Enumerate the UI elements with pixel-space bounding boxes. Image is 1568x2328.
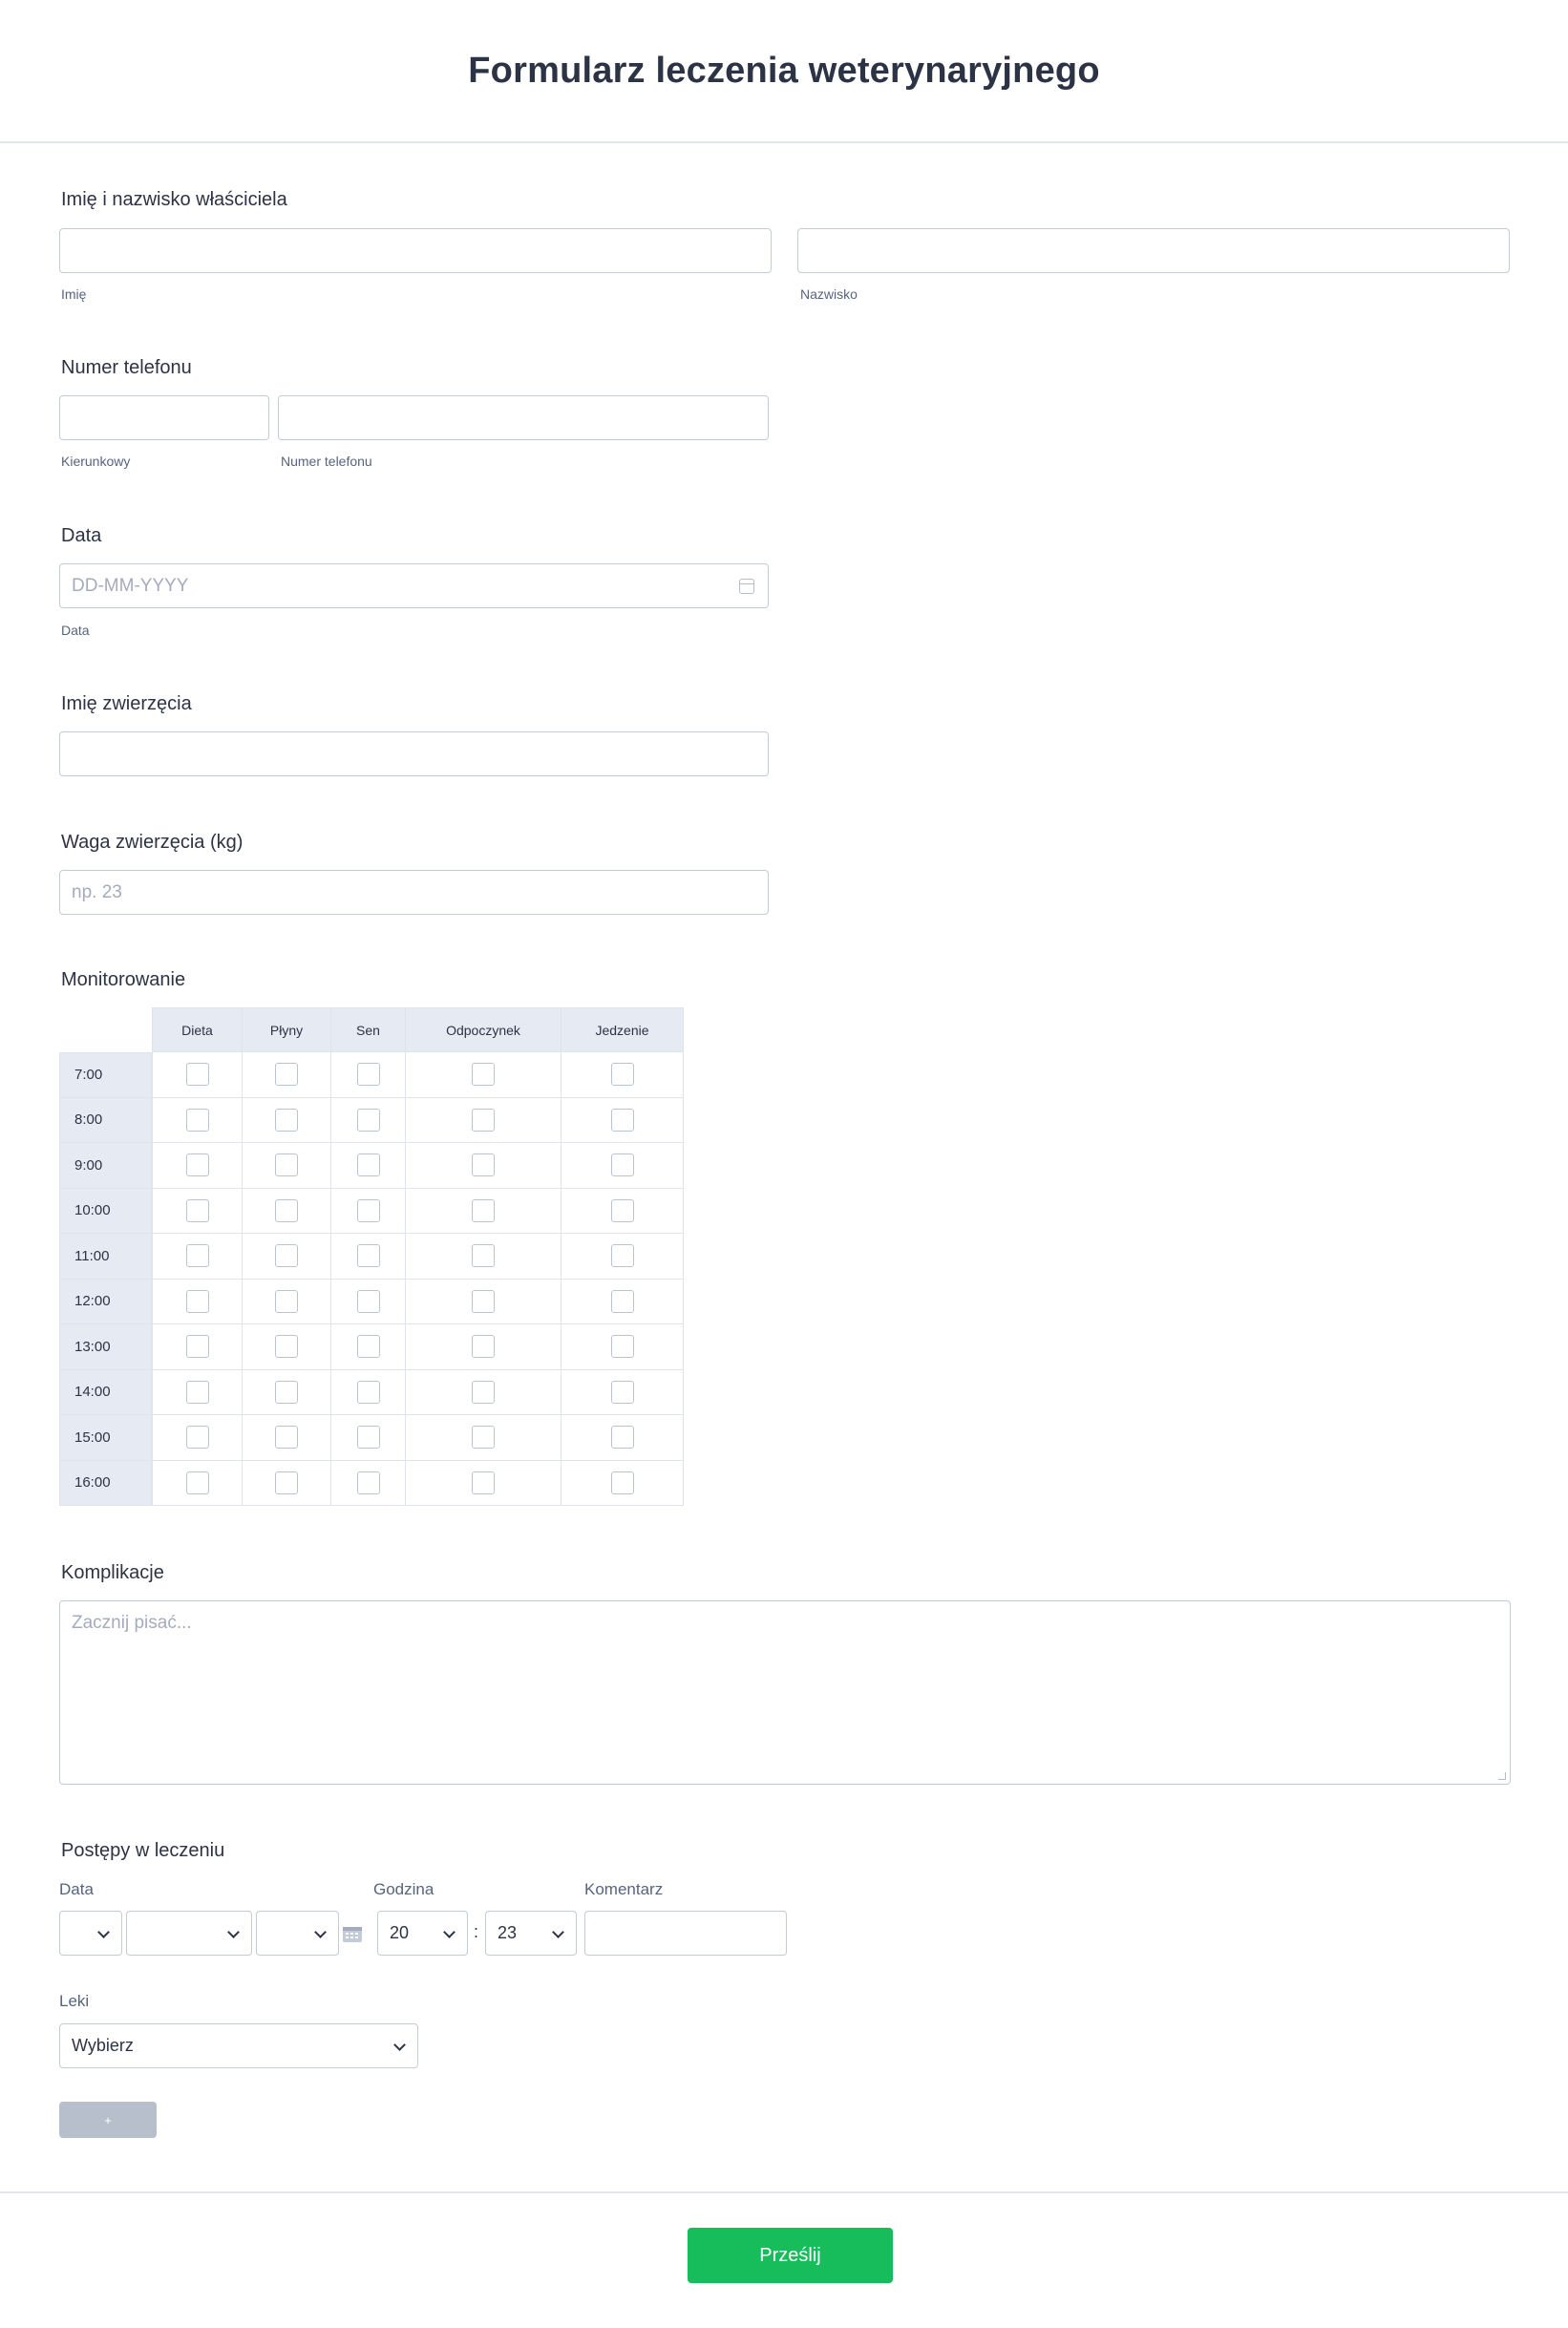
minute-select[interactable] — [485, 1911, 577, 1956]
matrix-column-header: Sen — [331, 1007, 406, 1052]
area-code-input[interactable] — [59, 395, 269, 440]
matrix-cell — [152, 1461, 243, 1507]
monitoring-checkbox[interactable] — [611, 1335, 634, 1358]
matrix-cell — [331, 1234, 406, 1280]
monitoring-checkbox[interactable] — [357, 1109, 380, 1132]
matrix-cell — [243, 1324, 331, 1370]
monitoring-checkbox[interactable] — [472, 1109, 495, 1132]
monitoring-checkbox[interactable] — [357, 1426, 380, 1449]
calendar-icon[interactable] — [342, 1924, 363, 1943]
monitoring-checkbox[interactable] — [472, 1335, 495, 1358]
monitoring-checkbox[interactable] — [186, 1063, 209, 1086]
add-row-button[interactable]: + — [59, 2102, 157, 2138]
matrix-row-header: 10:00 — [59, 1189, 152, 1235]
chevron-down-icon — [393, 2039, 406, 2051]
monitoring-checkbox[interactable] — [611, 1063, 634, 1086]
date-input[interactable] — [59, 563, 769, 608]
monitoring-checkbox[interactable] — [472, 1153, 495, 1176]
monitoring-checkbox[interactable] — [472, 1471, 495, 1494]
monitoring-checkbox[interactable] — [275, 1471, 298, 1494]
matrix-cell — [562, 1324, 684, 1370]
day-select[interactable] — [59, 1911, 122, 1956]
chevron-down-icon — [314, 1926, 327, 1938]
monitoring-checkbox[interactable] — [275, 1153, 298, 1176]
matrix-cell — [562, 1143, 684, 1189]
monitoring-checkbox[interactable] — [186, 1199, 209, 1222]
matrix-cell — [562, 1280, 684, 1325]
matrix-cell — [406, 1234, 562, 1280]
monitoring-checkbox[interactable] — [275, 1335, 298, 1358]
matrix-row-header: 8:00 — [59, 1098, 152, 1144]
matrix-cell — [406, 1098, 562, 1144]
monitoring-checkbox[interactable] — [611, 1381, 634, 1404]
matrix-cell — [331, 1143, 406, 1189]
pet-weight-label: Waga zwierzęcia (kg) — [61, 832, 244, 853]
monitoring-checkbox[interactable] — [611, 1244, 634, 1267]
matrix-column-header: Dieta — [152, 1007, 243, 1052]
monitoring-checkbox[interactable] — [472, 1244, 495, 1267]
monitoring-checkbox[interactable] — [275, 1381, 298, 1404]
matrix-cell — [152, 1280, 243, 1325]
matrix-cell — [331, 1098, 406, 1144]
form-title: Formularz leczenia weterynaryjnego — [468, 50, 1100, 91]
matrix-cell — [331, 1370, 406, 1416]
complications-placeholder: Zacznij pisać... — [72, 1613, 192, 1633]
chevron-down-icon — [552, 1926, 564, 1938]
matrix-cell — [406, 1461, 562, 1507]
monitoring-checkbox[interactable] — [186, 1426, 209, 1449]
monitoring-checkbox[interactable] — [472, 1426, 495, 1449]
monitoring-checkbox[interactable] — [357, 1244, 380, 1267]
monitoring-checkbox[interactable] — [186, 1381, 209, 1404]
matrix-row-header: 15:00 — [59, 1415, 152, 1461]
pet-name-input[interactable] — [59, 731, 769, 776]
matrix-cell — [331, 1280, 406, 1325]
year-select[interactable] — [256, 1911, 339, 1956]
monitoring-checkbox[interactable] — [357, 1381, 380, 1404]
matrix-cell — [243, 1234, 331, 1280]
matrix-cell — [562, 1415, 684, 1461]
monitoring-checkbox[interactable] — [186, 1153, 209, 1176]
date-sublabel: Data — [61, 623, 90, 638]
phone-number-input[interactable] — [278, 395, 769, 440]
phone-number-sublabel: Numer telefonu — [281, 454, 372, 469]
matrix-cell — [406, 1324, 562, 1370]
matrix-cell — [331, 1052, 406, 1098]
hour-value: 20 — [390, 1923, 410, 1942]
matrix-cell — [152, 1415, 243, 1461]
matrix-column-header: Odpoczynek — [406, 1007, 562, 1052]
monitoring-checkbox[interactable] — [611, 1426, 634, 1449]
resize-handle-icon[interactable] — [1498, 1772, 1506, 1780]
matrix-cell — [152, 1324, 243, 1370]
matrix-cell — [331, 1461, 406, 1507]
meds-value: Wybierz — [72, 2036, 134, 2055]
matrix-cell — [152, 1052, 243, 1098]
matrix-cell — [562, 1461, 684, 1507]
meds-select[interactable] — [59, 2023, 418, 2068]
matrix-cell — [152, 1098, 243, 1144]
hour-select[interactable] — [377, 1911, 468, 1956]
comment-input[interactable] — [584, 1911, 787, 1956]
matrix-cell — [243, 1052, 331, 1098]
monitoring-checkbox[interactable] — [275, 1426, 298, 1449]
monitoring-checkbox[interactable] — [472, 1063, 495, 1086]
monitoring-checkbox[interactable] — [186, 1244, 209, 1267]
matrix-cell — [243, 1370, 331, 1416]
owner-last-name-input[interactable] — [797, 228, 1510, 273]
complications-textarea[interactable] — [59, 1600, 1511, 1785]
matrix-cell — [331, 1189, 406, 1235]
monitoring-checkbox[interactable] — [186, 1335, 209, 1358]
chevron-down-icon — [97, 1926, 110, 1938]
owner-first-name-input[interactable] — [59, 228, 772, 273]
matrix-cell — [331, 1415, 406, 1461]
matrix-cell — [562, 1234, 684, 1280]
monitoring-checkbox[interactable] — [611, 1109, 634, 1132]
monitoring-checkbox[interactable] — [611, 1471, 634, 1494]
phone-label: Numer telefonu — [61, 357, 192, 378]
monitoring-checkbox[interactable] — [611, 1199, 634, 1222]
progress-label: Postępy w leczeniu — [61, 1840, 225, 1861]
meds-label: Leki — [59, 1992, 90, 2010]
date-label: Data — [61, 525, 102, 546]
monitoring-checkbox[interactable] — [357, 1199, 380, 1222]
matrix-cell — [406, 1280, 562, 1325]
monitoring-checkbox[interactable] — [472, 1381, 495, 1404]
matrix-cell — [562, 1098, 684, 1144]
matrix-cell — [152, 1143, 243, 1189]
matrix-row-header: 9:00 — [59, 1143, 152, 1189]
month-select[interactable] — [126, 1911, 252, 1956]
matrix-cell — [243, 1189, 331, 1235]
owner-name-label: Imię i nazwisko właściciela — [61, 189, 287, 210]
first-name-sublabel: Imię — [61, 286, 87, 302]
matrix-cell — [243, 1098, 331, 1144]
matrix-cell — [243, 1461, 331, 1507]
monitoring-checkbox[interactable] — [611, 1290, 634, 1313]
monitoring-checkbox[interactable] — [186, 1290, 209, 1313]
matrix-cell — [243, 1415, 331, 1461]
pet-name-label: Imię zwierzęcia — [61, 693, 192, 714]
matrix-column-header: Płyny — [243, 1007, 331, 1052]
form-header — [0, 0, 1568, 143]
matrix-cell — [562, 1189, 684, 1235]
progress-time-label: Godzina — [373, 1880, 434, 1898]
area-code-sublabel: Kierunkowy — [61, 454, 131, 469]
chevron-down-icon — [227, 1926, 240, 1938]
monitoring-checkbox[interactable] — [357, 1153, 380, 1176]
calendar-icon[interactable] — [739, 579, 754, 594]
monitoring-checkbox[interactable] — [472, 1199, 495, 1222]
matrix-cell — [331, 1324, 406, 1370]
matrix-row-header: 7:00 — [59, 1052, 152, 1098]
monitoring-checkbox[interactable] — [186, 1109, 209, 1132]
matrix-cell — [243, 1280, 331, 1325]
matrix-cell — [152, 1370, 243, 1416]
matrix-cell — [406, 1189, 562, 1235]
monitoring-label: Monitorowanie — [61, 969, 186, 990]
monitoring-checkbox[interactable] — [275, 1109, 298, 1132]
matrix-cell — [562, 1052, 684, 1098]
submit-button[interactable]: Prześlij — [688, 2228, 893, 2283]
complications-label: Komplikacje — [61, 1562, 164, 1583]
matrix-cell — [562, 1370, 684, 1416]
matrix-cell — [152, 1234, 243, 1280]
progress-date-label: Data — [59, 1880, 94, 1898]
matrix-cell — [152, 1189, 243, 1235]
time-separator: : — [474, 1922, 479, 1941]
matrix-row-header: 14:00 — [59, 1370, 152, 1416]
matrix-column-header: Jedzenie — [562, 1007, 684, 1052]
monitoring-checkbox[interactable] — [275, 1290, 298, 1313]
matrix-cell — [406, 1143, 562, 1189]
matrix-row-header: 16:00 — [59, 1461, 152, 1507]
date-placeholder: DD-MM-YYYY — [72, 576, 189, 596]
pet-weight-input[interactable] — [59, 870, 769, 915]
matrix-row-header: 11:00 — [59, 1234, 152, 1280]
monitoring-checkbox[interactable] — [357, 1471, 380, 1494]
monitoring-checkbox[interactable] — [611, 1153, 634, 1176]
monitoring-checkbox[interactable] — [275, 1063, 298, 1086]
progress-comment-label: Komentarz — [584, 1880, 664, 1898]
monitoring-checkbox[interactable] — [357, 1290, 380, 1313]
chevron-down-icon — [443, 1926, 456, 1938]
matrix-cell — [406, 1052, 562, 1098]
matrix-cell — [243, 1143, 331, 1189]
monitoring-checkbox[interactable] — [472, 1290, 495, 1313]
monitoring-checkbox[interactable] — [275, 1199, 298, 1222]
monitoring-checkbox[interactable] — [357, 1063, 380, 1086]
matrix-row-header: 13:00 — [59, 1324, 152, 1370]
matrix-cell — [406, 1415, 562, 1461]
pet-weight-placeholder: np. 23 — [72, 882, 122, 902]
monitoring-checkbox[interactable] — [275, 1244, 298, 1267]
last-name-sublabel: Nazwisko — [800, 286, 858, 302]
matrix-row-header: 12:00 — [59, 1280, 152, 1325]
monitoring-checkbox[interactable] — [357, 1335, 380, 1358]
monitoring-checkbox[interactable] — [186, 1471, 209, 1494]
matrix-cell — [406, 1370, 562, 1416]
minute-value: 23 — [498, 1923, 518, 1942]
